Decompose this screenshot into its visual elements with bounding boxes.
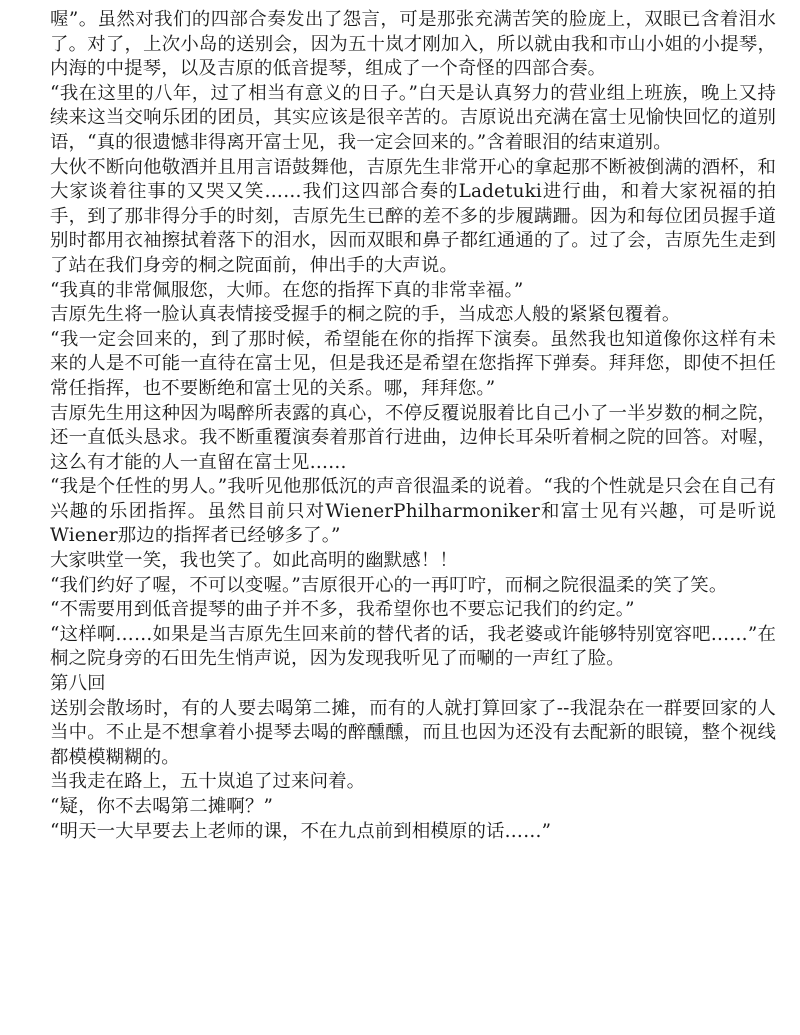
- paragraph: 送别会散场时，有的人要去喝第二摊，而有的人就打算回家了--我混杂在一群要回家的人当中。不止是不想拿着小提琴去喝的醉醺醺，而且也因为还没有去配新的眼镜，整个视线都模模糊糊的。: [50, 697, 776, 768]
- paragraph: “我们约好了喔，不可以变喔。”吉原很开心的一再叮咛，而桐之院很温柔的笑了笑。: [50, 574, 728, 596]
- paragraph: 大伙不断向他敬酒并且用言语鼓舞他，吉原先生非常开心的拿起那不断被倒满的酒杯，和大家谈着往事的又哭又笑……我们这四部合奏的Ladetuki进行曲，和着大家祝福的拍手，到了那非得分手的时刻，吉原先生已醉的差不多的步履蹒跚。因为和每位团员握手道别时都用衣袖擦拭着落下的泪水，因而双眼和鼻子都红通通的了。过了会，吉原先生走到了站在我们身旁的桐之院面前，伸出手的大声说。: [50, 156, 776, 276]
- document-page: [50, 8, 776, 844]
- paragraph: “疑，你不去喝第二摊啊？”: [50, 796, 274, 817]
- paragraph: 当我走在路上，五十岚追了过来问着。: [50, 771, 366, 793]
- paragraph: 吉原先生用这种因为喝醉所表露的真心，不停反覆说服着比自己小了一半岁数的桐之院，还一直低头恳求。我不断重覆演奏着那首行进曲，边伸长耳朵听着桐之院的回答。对喔，这么有才能的人一直留在富士见……: [50, 402, 776, 473]
- paragraph: 大家哄堂一笑，我也笑了。如此高明的幽默感！！: [50, 550, 458, 572]
- paragraph: “这样啊……如果是当吉原先生回来前的替代者的话，我老婆或许能够特别宽容吧……”在桐之院身旁的石田先生悄声说，因为发现我听见了而唰的一声红了脸。: [50, 623, 776, 670]
- paragraph: “我是个任性的男人。”我听见他那低沉的声音很温柔的说着。“我的个性就是只会在自己有兴趣的乐团指挥。虽然目前只对WienerPhilharmoniker和富士见有兴趣，可是听说Wiener那边的指挥者已经够多了。”: [50, 476, 776, 547]
- paragraph: 喔”。虽然对我们的四部合奏发出了怨言，可是那张充满苦笑的脸庞上，双眼已含着泪水了。对了，上次小岛的送别会，因为五十岚才刚加入，所以就由我和市山小姐的小提琴，内海的中提琴，以及吉原的低音提琴，组成了一个奇怪的四部合奏。: [50, 9, 776, 80]
- paragraph: “明天一大早要去上老师的课，不在九点前到相模原的话……”: [50, 820, 552, 842]
- chapter-heading: 第八回: [50, 673, 106, 695]
- paragraph: “我在这里的八年，过了相当有意义的日子。”白天是认真努力的营业组上班族，晚上又持续来这当交响乐团的团员，其实应该是很辛苦的。吉原说出充满在富士见愉快回忆的道别语，“真的很遗憾非得离开富士见，我一定会回来的。”含着眼泪的结束道别。: [50, 82, 776, 153]
- paragraph: 吉原先生将一脸认真表情接受握手的桐之院的手，当成恋人般的紧紧包覆着。: [50, 304, 681, 326]
- paragraph: “我真的非常佩服您，大师。在您的指挥下真的非常幸福。”: [50, 279, 524, 301]
- paragraph: “我一定会回来的，到了那时候，希望能在你的指挥下演奏。虽然我也知道像你这样有未来的人是不可能一直待在富士见，但是我还是希望在您指挥下弹奏。拜拜您，即使不担任常任指挥，也不要断绝和富士见的关系。哪，拜拜您。”: [50, 328, 776, 399]
- paragraph: “不需要用到低音提琴的曲子并不多，我希望你也不要忘记我们的约定。”: [50, 599, 635, 621]
